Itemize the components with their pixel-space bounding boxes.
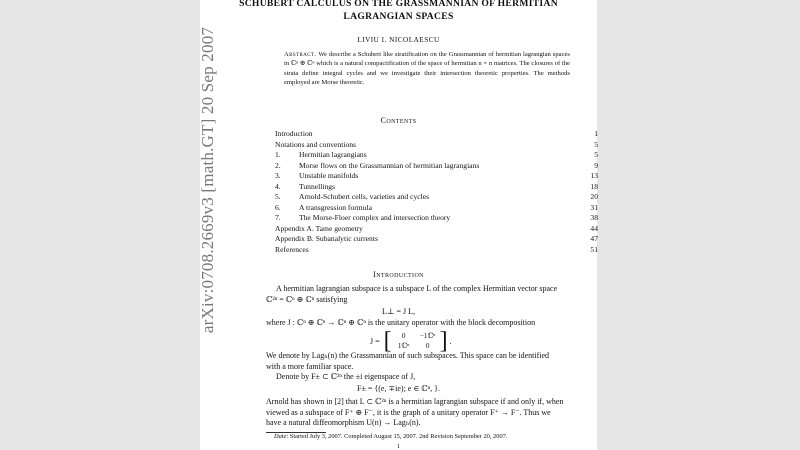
- table-of-contents: [275, 129, 598, 255]
- toc-entry-page: 47: [590, 234, 598, 243]
- toc-entry-number: 7.: [275, 213, 281, 222]
- toc-entry-label: Morse flows on the Grassmannian of hermitian lagrangians: [299, 160, 480, 170]
- toc-entry-number: 4.: [275, 181, 281, 191]
- toc-entry-label: Appendix A. Tame geometry: [275, 223, 363, 233]
- toc-entry-label: Appendix B. Subanalytic currents: [275, 234, 378, 243]
- toc-entry[interactable]: [275, 161, 598, 172]
- toc-entry[interactable]: [275, 203, 598, 214]
- matrix-entry: 1ℂⁿ: [397, 342, 410, 350]
- toc-entry-label: Arnold-Schubert cells, varieties and cycles: [299, 192, 430, 201]
- toc-entry[interactable]: [275, 182, 598, 193]
- toc-entry-page: 31: [590, 202, 598, 212]
- equation-lperp: L⊥ = J L,: [382, 307, 415, 316]
- equation-fpm: F± = {(e, ∓ie); e ∈ ℂⁿ, }.: [357, 384, 440, 393]
- footnote-label: Date: [274, 433, 287, 440]
- toc-entry[interactable]: [275, 192, 598, 203]
- matrix-lhs: J =: [370, 336, 380, 346]
- toc-entry-label: Unstable manifolds: [299, 171, 359, 180]
- introduction-heading: Introduction: [373, 270, 424, 279]
- toc-entry-label: A transgression formula: [299, 202, 372, 212]
- toc-entry-page: 38: [590, 213, 598, 222]
- toc-entry[interactable]: [275, 224, 598, 235]
- left-bracket: [: [383, 328, 392, 354]
- body-line: viewed as a subspace of F⁺ ⊕ F⁻, it is the graph of a unitary operator F⁺ → F⁻. Thus we: [266, 407, 551, 417]
- toc-entry-label: Notations and conventions: [275, 139, 356, 149]
- block-matrix: [370, 330, 452, 352]
- matrix-end: .: [449, 336, 452, 346]
- toc-entry[interactable]: [275, 245, 598, 256]
- toc-entry-label: Hermitian lagrangians: [299, 150, 367, 159]
- paper-page: [200, 0, 597, 450]
- toc-entry[interactable]: [275, 234, 598, 245]
- author: LIVIU I. NICOLAESCU: [357, 36, 440, 44]
- toc-entry-page: 5: [594, 139, 598, 149]
- toc-entry-number: 6.: [275, 202, 281, 212]
- toc-entry-number: 1.: [275, 150, 281, 159]
- toc-entry[interactable]: [275, 150, 598, 161]
- toc-entry-page: 5: [594, 150, 598, 159]
- toc-entry[interactable]: [275, 213, 598, 224]
- toc-entry-label: Introduction: [275, 129, 313, 138]
- toc-entry-page: 18: [590, 181, 598, 191]
- page-number: 1: [396, 443, 401, 450]
- abstract: [284, 50, 570, 88]
- toc-entry-page: 13: [590, 171, 598, 180]
- toc-entry-label: References: [275, 244, 309, 254]
- toc-entry-page: 20: [590, 192, 598, 201]
- footnote: [274, 433, 507, 440]
- matrix-entry: 0: [401, 332, 406, 340]
- body-line: Arnold has shown in [2] that L ⊂ ℂ²ⁿ is a hermitian lagrangian subspace if and only if, when: [266, 397, 564, 406]
- paper-title: SCHUBERT CALCULUS ON THE GRASSMANNIAN OF HERMITIAN LAGRANGIAN SPACES: [239, 0, 558, 22]
- toc-entry-number: 5.: [275, 192, 281, 201]
- toc-entry-page: 1: [594, 129, 598, 138]
- toc-entry[interactable]: [275, 171, 598, 182]
- arxiv-id: arXiv:0708.2669v3 [math.GT] 20 Sep 2007: [198, 26, 217, 334]
- body-line: Denote by F± ⊂ ℂ²ⁿ the ±i eigenspace of J,: [276, 372, 416, 381]
- body-line: with a more familiar space.: [266, 361, 354, 371]
- footnote-text: : Started July 3, 2007. Completed August 15, 2007. 2nd Revision September 20, 2007.: [286, 433, 508, 440]
- matrix-entry: −1ℂⁿ: [419, 332, 436, 340]
- right-bracket: ]: [439, 328, 448, 354]
- contents-heading: Contents: [380, 116, 417, 125]
- toc-entry-page: 44: [590, 223, 598, 233]
- matrix-entry: 0: [425, 342, 430, 350]
- body-line: We denote by Lagₕ(n) the Grassmannian of such subspaces. This space can be identified: [266, 351, 550, 360]
- toc-entry-number: 2.: [275, 160, 281, 170]
- abstract-label: Abstract.: [284, 51, 317, 58]
- toc-entry-page: 51: [590, 244, 598, 254]
- matrix-entries: [392, 331, 440, 351]
- toc-entry[interactable]: [275, 129, 598, 140]
- body-line: A hermitian lagrangian subspace is a subspace L of the complex Hermitian vector space: [276, 284, 558, 293]
- arxiv-stamp: [193, 26, 223, 334]
- toc-entry-page: 9: [594, 160, 598, 170]
- body-line: have a natural diffeomorphism U(n) → Lagₕ(n).: [266, 418, 421, 427]
- toc-entry-label: The Morse-Floer complex and intersection theory: [299, 213, 451, 222]
- body-line: ℂ²ⁿ = ℂⁿ ⊕ ℂⁿ satisfying: [266, 294, 348, 304]
- toc-entry-label: Tunnellings: [299, 181, 336, 191]
- abstract-text: We describe a Schubert like stratification on the Grassmannian of hermitian lagrangian spaces in ℂⁿ ⊕ ℂⁿ which is a natural compactification of the space of hermitian n × n matrices. The closures of the strata define integral cycles and we investigate their intersection theoretic properties. The methods employed are Morse theoretic.: [284, 51, 570, 87]
- toc-entry-number: 3.: [275, 171, 281, 180]
- body-line: where J : ℂⁿ ⊕ ℂⁿ → ℂⁿ ⊕ ℂⁿ is the unitary operator with the block decomposition: [266, 317, 536, 327]
- toc-entry[interactable]: [275, 140, 598, 151]
